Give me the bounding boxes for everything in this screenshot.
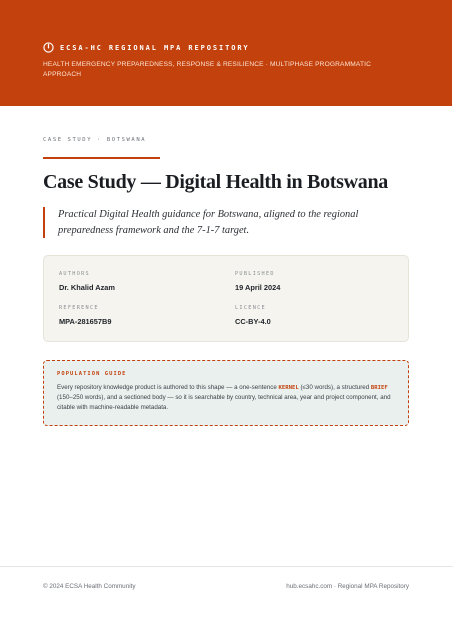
accent-rule (43, 157, 160, 159)
footer-copyright: © 2024 ECSA Health Community (43, 583, 136, 590)
power-icon (43, 42, 54, 53)
page-title: Case Study — Digital Health in Botswana (43, 171, 389, 193)
meta-reference-label: REFERENCE (59, 305, 99, 311)
summary-text: Practical Digital Health guidance for Botswana, aligned to the regional preparedness framework and the 7-1-7 target. (58, 209, 359, 236)
guide-text-2: (≤30 words), a structured (298, 384, 371, 391)
footer-site-link[interactable]: hub.ecsahc.com · Regional MPA Repository (286, 583, 409, 590)
guide-text-3: (150–250 words), and a sectioned body — so it is searchable by country, technical area, year and project component, and citable with machine-readable metadata. (57, 394, 391, 412)
footer-divider (0, 566, 453, 567)
meta-authors-label: AUTHORS (59, 271, 90, 277)
brand[interactable] (43, 42, 250, 53)
summary-blockquote (43, 207, 388, 238)
metadata-card (43, 255, 409, 342)
guide-term-kernel: KERNEL (278, 385, 299, 391)
header-banner (0, 0, 453, 106)
guide-text-1: Every repository knowledge product is authored to this shape — a one-sentence (57, 384, 279, 391)
document-eyebrow: CASE STUDY · BOTSWANA (43, 137, 147, 143)
guide-body (57, 383, 395, 414)
meta-licence-value: CC-BY-4.0 (235, 317, 271, 326)
meta-published (235, 271, 280, 292)
population-guide (43, 360, 409, 426)
meta-authors-value: Dr. Khalid Azam (59, 283, 115, 292)
meta-published-value: 19 April 2024 (235, 283, 281, 292)
meta-published-label: PUBLISHED (235, 271, 275, 277)
guide-term-brief: BRIEF (370, 385, 388, 391)
meta-reference-value: MPA-281657B9 (59, 317, 112, 326)
meta-authors (59, 271, 115, 292)
meta-reference (59, 305, 111, 326)
brand-name: ECSA-HC REGIONAL MPA REPOSITORY (60, 43, 250, 52)
meta-licence (235, 305, 271, 326)
guide-title: POPULATION GUIDE (57, 371, 127, 377)
banner-tagline: HEALTH EMERGENCY PREPAREDNESS, RESPONSE & RESILIENCE · MULTIPHASE PROGRAMMATIC APPROACH (43, 61, 372, 78)
meta-licence-label: LICENCE (235, 305, 266, 311)
